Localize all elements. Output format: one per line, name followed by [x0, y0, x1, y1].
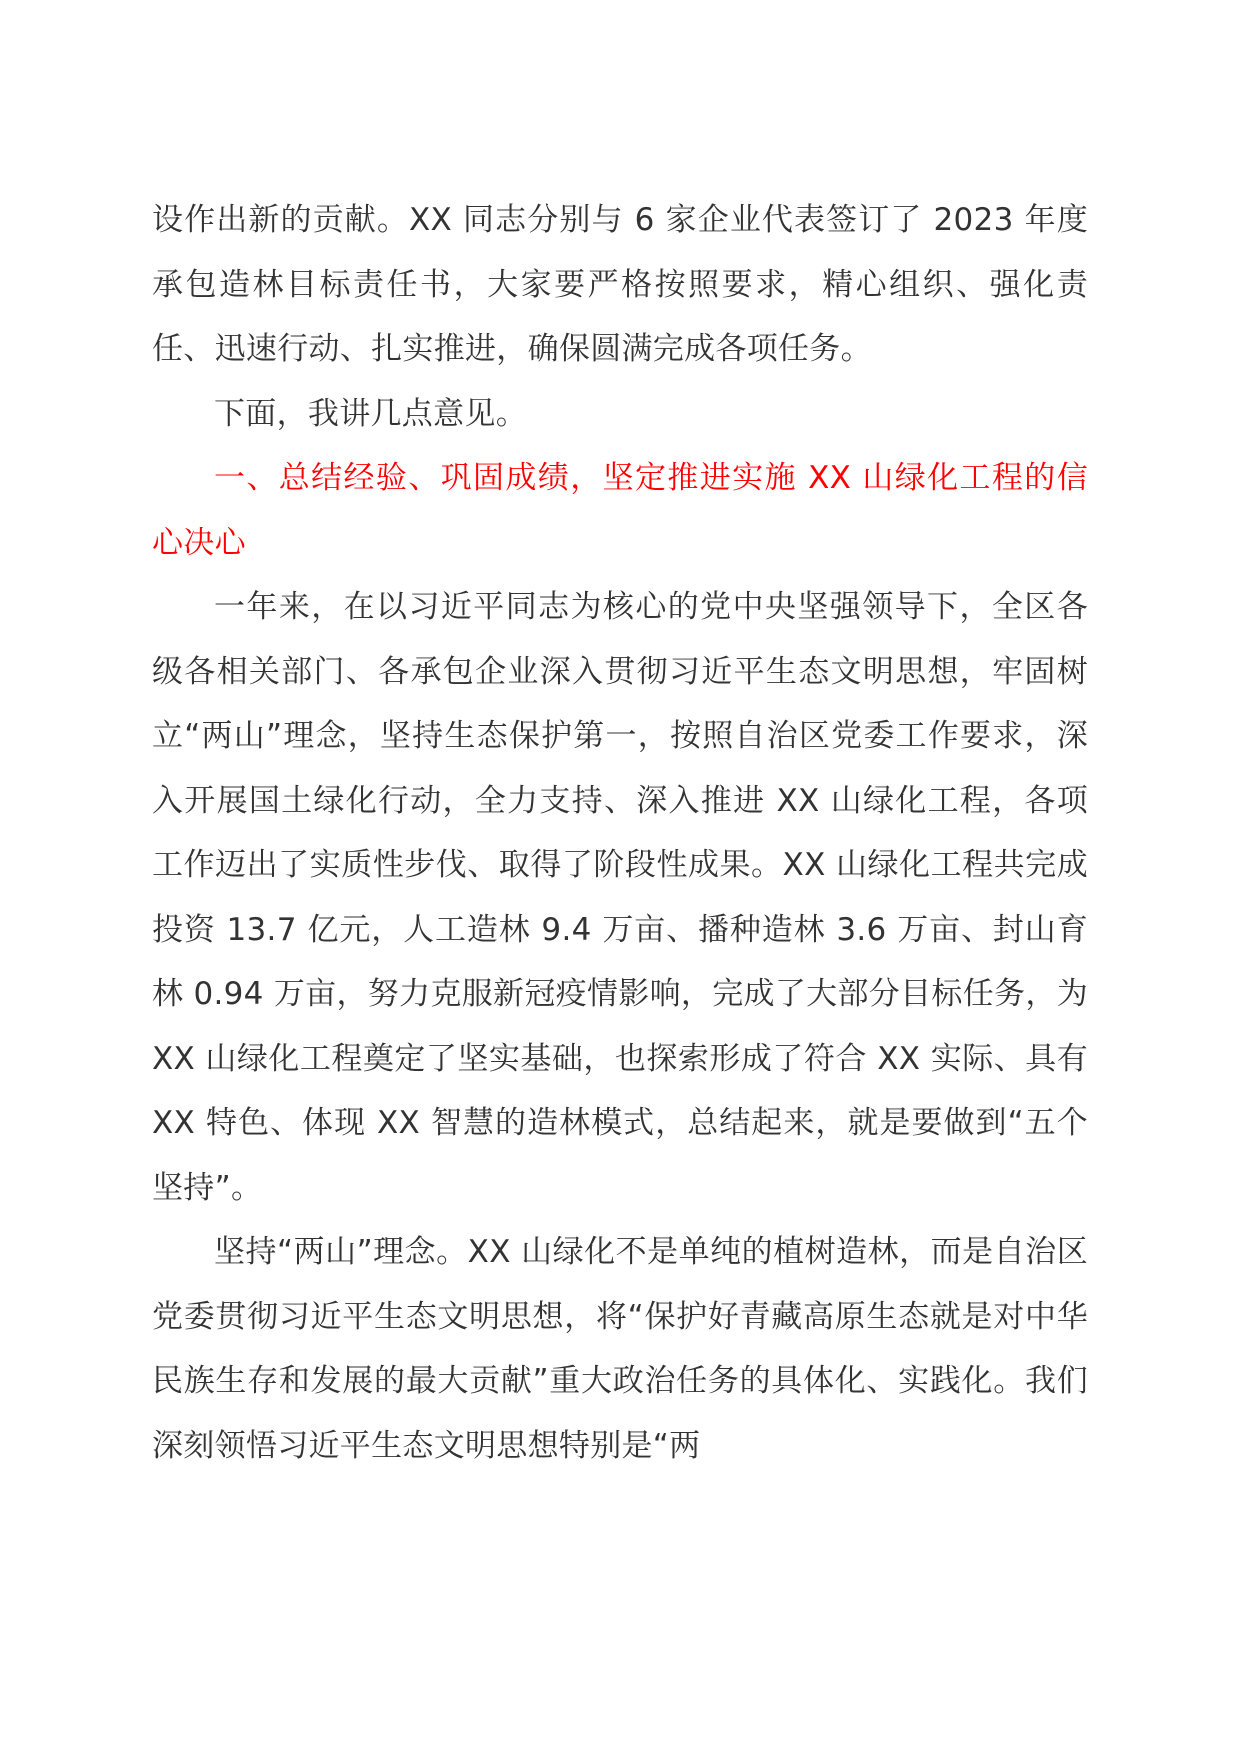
paragraph-achievements: 一年来，在以习近平同志为核心的党中央坚强领导下，全区各级各相关部门、各承包企业深入贯彻习近平生态文明思想，牢固树立“两山”理念，坚持生态保护第一，按照自治区党委工作要求，深入开展国土绿化行动，全力支持、深入推进 XX 山绿化工程，各项工作迈出了实质性步伐、取得了阶段性成果。XX 山绿化工程共完成投资 13.7 亿元，人工造林 9.4 万亩、播种造林 3.6 万亩、封山育林 0.94 万亩，努力克服新冠疫情影响，完成了大部分目标任务，为 XX 山绿化工程奠定了坚实基础，也探索形成了符合 XX 实际、具有 XX 特色、体现 XX 智慧的造林模式，总结起来，就是要做到“五个坚持”。 — [152, 589, 1088, 1206]
section-heading: 一、总结经验、巩固成绩，坚定推进实施 XX 山绿化工程的信心决心 — [152, 460, 1088, 561]
paragraph-continuation: 设作出新的贡献。XX 同志分别与 6 家企业代表签订了 2023 年度承包造林目标责任书，大家要严格按照要求，精心组织、强化责任、迅速行动、扎实推进，确保圆满完成各项任务。 — [152, 202, 1088, 367]
document-body — [152, 188, 1088, 1478]
paragraph-two-mountains: 坚持“两山”理念。XX 山绿化不是单纯的植树造林，而是自治区党委贯彻习近平生态文明思想，将“保护好青藏高原生态就是对中华民族生存和发展的最大贡献”重大政治任务的具体化、实践化。我们深刻领悟习近平生态文明思想特别是“两 — [152, 1234, 1088, 1464]
paragraph-intro: 下面，我讲几点意见。 — [214, 395, 527, 432]
